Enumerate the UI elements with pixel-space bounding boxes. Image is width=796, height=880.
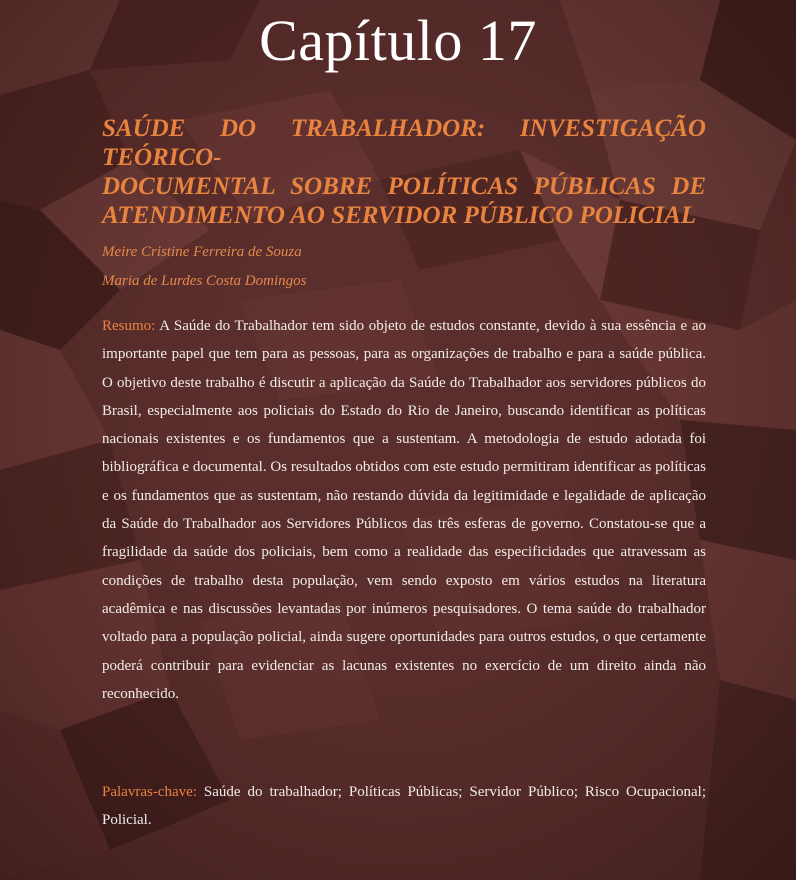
abstract-text: A Saúde do Trabalhador tem sido objeto de estudos constante, devido à sua essência e ao importante papel que tem para as pessoas, para as organizações de trabalho e para a saúde pública. O objetivo deste trabalho é discutir a aplicação da Saúde do Trabalhador aos servidores públicos do Brasil, especialmente aos policiais do Estado do Rio de Janeiro, buscando identificar as políticas nacionais existentes e os fundamentos que a sustentam. A metodologia de estudo adotada foi bibliográfica e documental. Os resultados obtidos com este estudo permitiram identificar as políticas e os fundamentos que as sustentam, não restando dúvida da legitimidade e legalidade de aplicação da Saúde do Trabalhador aos Servidores Públicos das três esferas de governo. Constatou-se que a fragilidade da saúde dos policiais, bem como a realidade das especificidades que atravessam as condições de trabalho desta população, vem sendo exposto em vários estudos na literatura acadêmica e nas discussões levantadas por inúmeros pesquisadores. O tema saúde do trabalhador voltado para a população policial, ainda sugere oportunidades para outros estudos, o que certamente poderá contribuir para evidenciar as lacunas existentes no exercício de um direito ainda não reconhecido.	[102, 318, 706, 702]
title-line-2: DOCUMENTAL SOBRE POLÍTICAS PÚBLICAS DE	[102, 173, 706, 200]
keywords-label: Palavras-chave:	[102, 784, 197, 800]
keywords-paragraph	[102, 778, 706, 835]
author-name: Maria de Lurdes Costa Domingos	[102, 273, 307, 289]
chapter-title	[102, 114, 706, 230]
keywords-text: Saúde do trabalhador; Políticas Públicas; Servidor Público; Risco Ocupacional; Policial.	[102, 784, 706, 829]
author-list	[102, 238, 702, 296]
author-name: Meire Cristine Ferreira de Souza	[102, 244, 302, 260]
title-line-1: SAÚDE DO TRABALHADOR: INVESTIGAÇÃO TEÓRICO-	[102, 115, 706, 171]
abstract-paragraph	[102, 312, 706, 708]
title-line-3: ATENDIMENTO AO SERVIDOR PÚBLICO POLICIAL	[102, 202, 697, 229]
chapter-heading: Capítulo 17	[259, 8, 537, 73]
abstract-label: Resumo:	[102, 318, 156, 334]
